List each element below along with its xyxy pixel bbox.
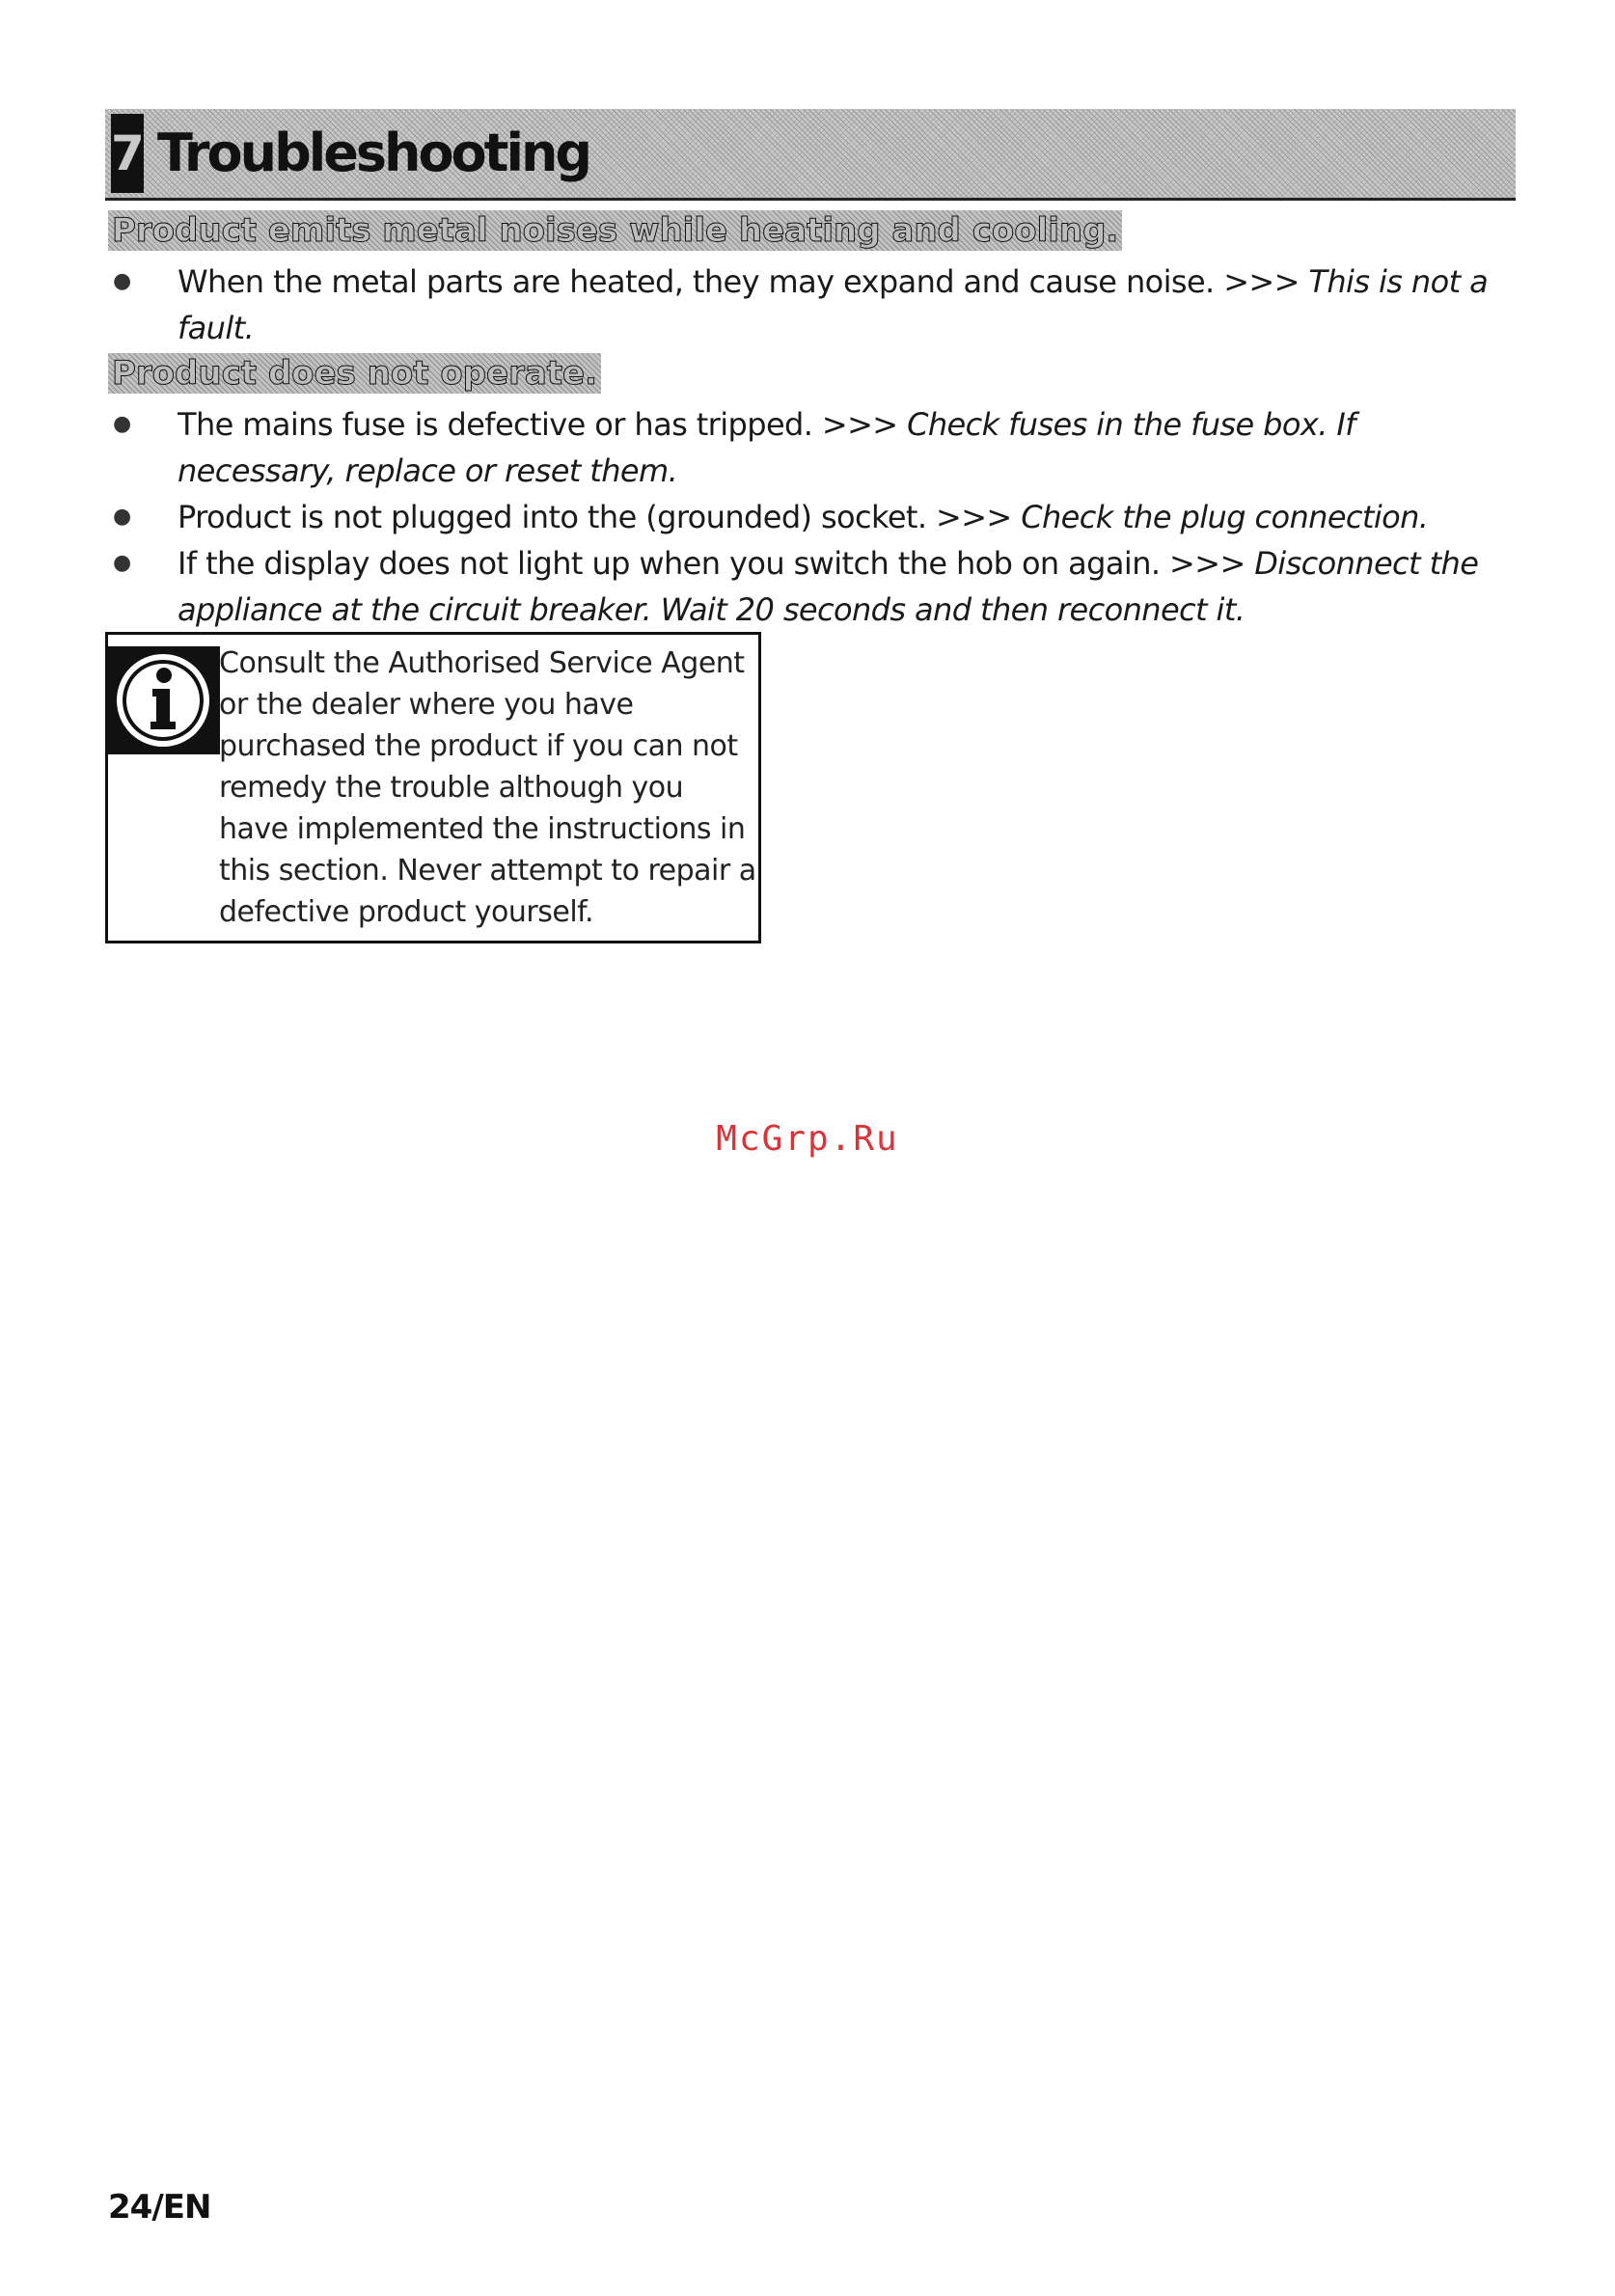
- issue-heading-text: Product does not operate.: [112, 354, 598, 393]
- watermark: McGrp.Ru: [716, 1119, 899, 1159]
- bullet-icon: ●: [113, 551, 131, 575]
- list-item-text: [178, 401, 1492, 494]
- action-text: Check fuses in the fuse box. If necessary, replace or reset them.: [178, 406, 1355, 489]
- bullet-icon: ●: [113, 505, 131, 529]
- action-text: This is not a fault.: [178, 263, 1489, 346]
- list-item-text: [178, 540, 1492, 633]
- section-number: 7: [111, 114, 144, 193]
- list-item: [113, 494, 1492, 540]
- page-number: 24/EN: [108, 2188, 211, 2227]
- info-note-box: [105, 632, 761, 943]
- list-item-text: [178, 259, 1492, 351]
- list-item: [113, 540, 1492, 633]
- issue-heading-not-operate: [108, 353, 601, 394]
- info-icon-graphic: [108, 646, 220, 754]
- bullet-icon: ●: [113, 269, 131, 293]
- list-item: [113, 401, 1492, 494]
- cause-text: Product is not plugged into the (grounded) socket. >>>: [178, 499, 1022, 535]
- info-icon: [108, 646, 220, 754]
- cause-text: When the metal parts are heated, they may expand and cause noise. >>>: [178, 263, 1309, 300]
- action-text: Check the plug connection.: [1021, 499, 1429, 535]
- issue-heading-metal-noises: [108, 210, 1122, 251]
- cause-text: The mains fuse is defective or has tripped. >>>: [178, 406, 908, 443]
- list-item: [113, 259, 1492, 351]
- bullet-icon: ●: [113, 412, 131, 436]
- list-item-text: [178, 494, 1492, 540]
- section-header: [105, 109, 1516, 201]
- section-title: Troubleshooting: [157, 123, 590, 183]
- action-text: Disconnect the appliance at the circuit breaker. Wait 20 seconds and then reconnect it.: [178, 545, 1479, 628]
- cause-text: If the display does not light up when you switch the hob on again. >>>: [178, 545, 1255, 582]
- issue-heading-text: Product emits metal noises while heating and cooling.: [112, 211, 1119, 250]
- info-note-text: Consult the Authorised Service Agent or the dealer where you have purchased the product if you can not remedy the trouble although you have implemented the instructions in this section. Never attempt to repair a defective product yourself.: [219, 646, 756, 929]
